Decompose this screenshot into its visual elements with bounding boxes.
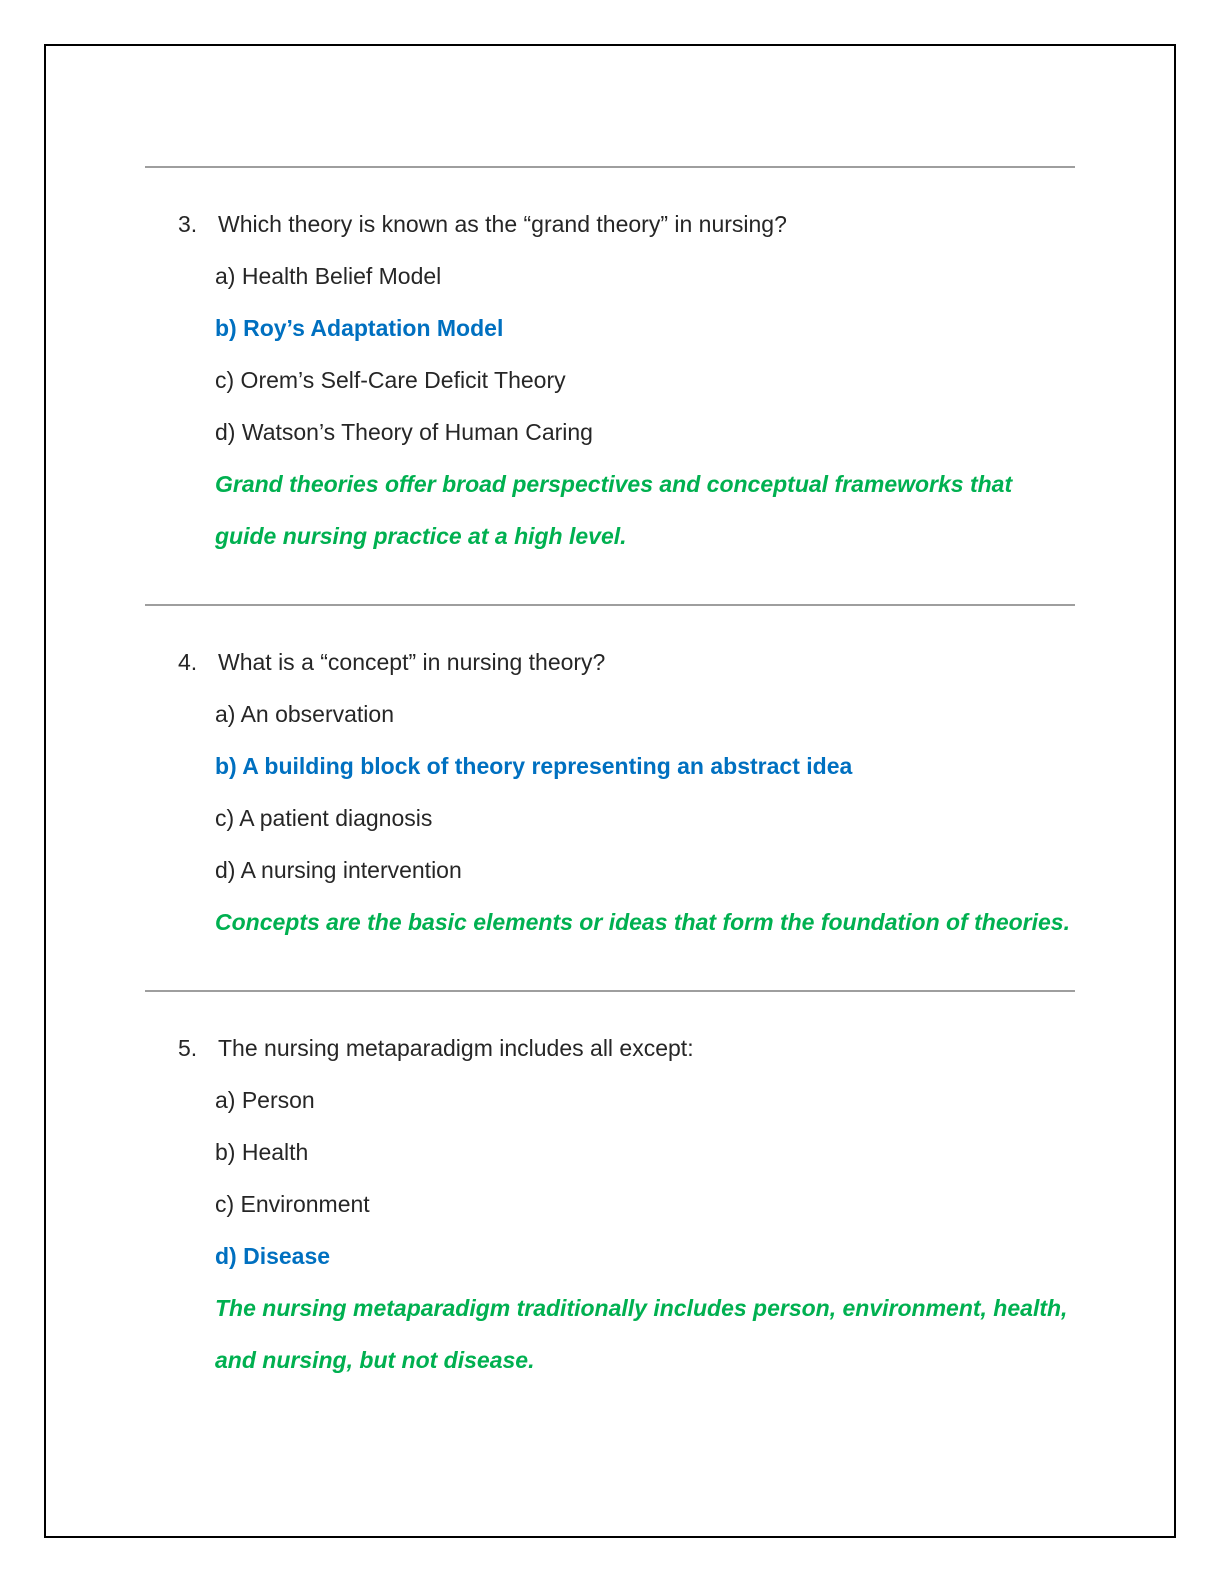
option-b: b) Health <box>215 1139 309 1165</box>
question-text: What is a “concept” in nursing theory? <box>218 649 606 675</box>
question-line <box>145 198 1075 250</box>
option-a: a) Person <box>215 1087 315 1113</box>
options-list <box>145 688 1075 896</box>
question-text: The nursing metaparadigm includes all except: <box>218 1035 694 1061</box>
answer-explanation: Grand theories offer broad perspectives and conceptual frameworks that guide nursing practice at a high level. <box>215 471 1013 549</box>
option-b-correct-answer: b) Roy’s Adaptation Model <box>215 315 504 341</box>
option-d: d) A nursing intervention <box>215 857 462 883</box>
options-list <box>145 1074 1075 1282</box>
question-number: 5. <box>178 1035 198 1061</box>
option-a: a) An observation <box>215 701 395 727</box>
options-list <box>145 250 1075 458</box>
question-line <box>145 636 1075 688</box>
question-block-5 <box>145 1022 1075 1386</box>
separator-line <box>145 990 1075 992</box>
option-b-correct-answer: b) A building block of theory representing an abstract idea <box>215 753 853 779</box>
option-c: c) A patient diagnosis <box>215 805 433 831</box>
question-number: 3. <box>178 211 198 237</box>
option-c: c) Orem’s Self-Care Deficit Theory <box>215 367 566 393</box>
question-block-4 <box>145 636 1075 948</box>
option-c: c) Environment <box>215 1191 370 1217</box>
option-d-correct-answer: d) Disease <box>215 1243 331 1269</box>
question-number: 4. <box>178 649 198 675</box>
option-d: d) Watson’s Theory of Human Caring <box>215 419 593 445</box>
question-line <box>145 1022 1075 1074</box>
answer-explanation: Concepts are the basic elements or ideas that form the foundation of theories. <box>215 909 1070 935</box>
separator-line <box>145 166 1075 168</box>
separator-line <box>145 604 1075 606</box>
answer-explanation: The nursing metaparadigm traditionally includes person, environment, health, and nursing, but not disease. <box>215 1295 1068 1373</box>
question-text: Which theory is known as the “grand theory” in nursing? <box>218 211 787 237</box>
page-content <box>145 166 1075 1428</box>
option-a: a) Health Belief Model <box>215 263 442 289</box>
question-block-3 <box>145 198 1075 562</box>
